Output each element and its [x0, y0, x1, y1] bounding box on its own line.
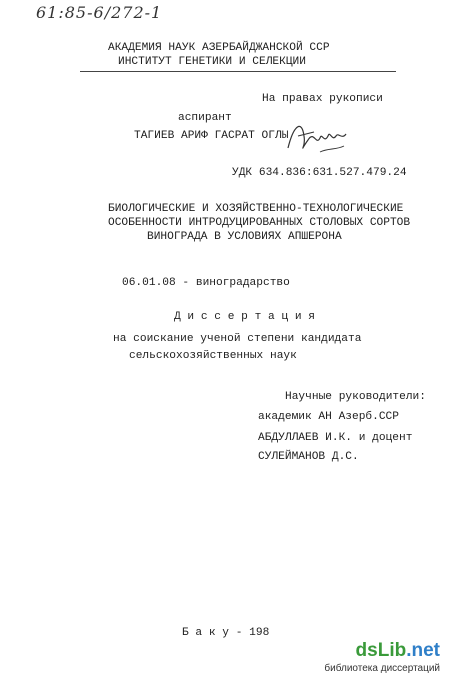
title-line-3: ВИНОГРАДА В УСЛОВИЯХ АПШЕРОНА: [147, 231, 342, 243]
author-signature: [284, 118, 354, 160]
logo-part-dslib: dsLib: [355, 640, 407, 661]
title-line-1: БИОЛОГИЧЕСКИЕ И ХОЗЯЙСТВЕННО-ТЕХНОЛОГИЧЕСКИЕ: [108, 203, 404, 215]
manuscript-rights: На правах рукописи: [262, 93, 383, 105]
logo-part-net: .net: [406, 640, 440, 661]
udc-code: УДК 634.836:631.527.479.24: [232, 167, 407, 179]
degree-line-2: сельскохозяйственных наук: [129, 350, 297, 362]
supervisors-heading: Научные руководители:: [285, 391, 426, 403]
supervisor-line-1: академик АН Азерб.ССР: [258, 411, 399, 423]
title-line-2: ОСОБЕННОСТИ ИНТРОДУЦИРОВАННЫХ СТОЛОВЫХ СОРТОВ: [108, 217, 411, 229]
specialty: 06.01.08 - виноградарство: [122, 277, 290, 289]
place-and-year: Б а к у - 198: [182, 627, 270, 639]
document-type: Д и с с е р т а ц и я: [174, 311, 315, 323]
academy-name: АКАДЕМИЯ НАУК АЗЕРБАЙДЖАНСКОЙ ССР: [108, 42, 330, 54]
institute-name: ИНСТИТУТ ГЕНЕТИКИ И СЕЛЕКЦИИ: [118, 56, 306, 68]
header-divider: [80, 71, 396, 72]
handwritten-catalog-code: 61:85-6/272-1: [36, 3, 163, 22]
supervisor-line-2: АБДУЛЛАЕВ И.К. и доцент: [258, 432, 413, 444]
dslib-logo: [356, 640, 440, 662]
supervisor-line-3: СУЛЕЙМАНОВ Д.С.: [258, 451, 359, 463]
dslib-tagline: библиотека диссертаций: [324, 663, 440, 674]
dslib-watermark[interactable]: [322, 640, 440, 678]
author-name: ТАГИЕВ АРИФ ГАСРАТ ОГЛЫ: [134, 130, 289, 142]
author-role: аспирант: [178, 112, 232, 124]
degree-line-1: на соискание ученой степени кандидата: [113, 333, 362, 345]
